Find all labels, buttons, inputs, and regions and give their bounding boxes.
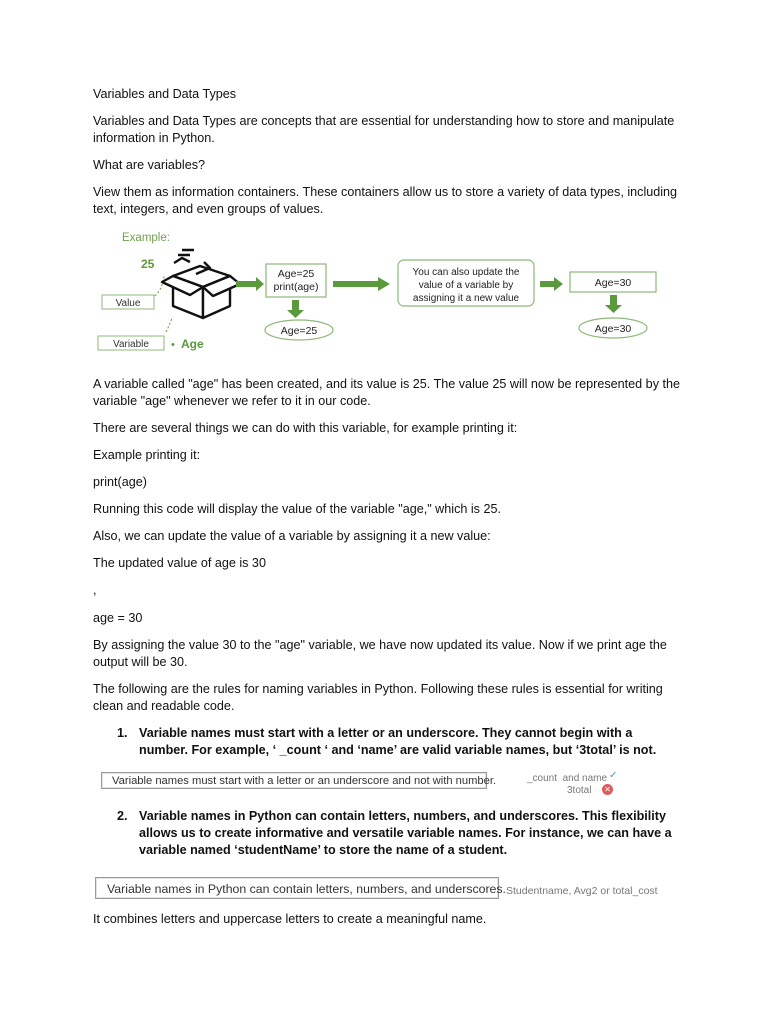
intro-paragraph: Variables and Data Types are concepts that are essential for understanding how to store and manipulate information in Python. bbox=[93, 114, 675, 145]
rule1-invalid-example: 3total bbox=[567, 785, 592, 796]
several-things-paragraph: There are several things we can do with this variable, for example printing it: bbox=[93, 421, 518, 435]
question-heading: What are variables? bbox=[93, 158, 205, 172]
arrow-right-icon bbox=[540, 277, 563, 291]
value-label: Value bbox=[115, 298, 141, 309]
print-box-line1: Age=25 bbox=[277, 268, 315, 280]
output-oval-2-text: Age=30 bbox=[594, 323, 632, 335]
rule2-banner bbox=[0, 865, 768, 911]
updated-value-line: The updated value of age is 30 bbox=[93, 556, 266, 570]
naming-rules-list-2 bbox=[93, 808, 683, 859]
list-item bbox=[93, 725, 683, 759]
naming-intro-paragraph: The following are the rules for naming variables in Python. Following these rules is essential for writing clean and readable code. bbox=[93, 682, 663, 713]
doc-title: Variables and Data Types bbox=[93, 87, 237, 101]
rule2-banner-box: Variable names in Python can contain letters, numbers, and underscores. bbox=[95, 877, 499, 899]
list-item bbox=[93, 808, 683, 859]
figure-number: 25 bbox=[141, 257, 155, 271]
also-update-paragraph: Also, we can update the value of a variable by assigning it a new value: bbox=[93, 529, 491, 543]
arrow-down-icon bbox=[287, 300, 304, 318]
updated-value-text: Age=30 bbox=[594, 277, 632, 289]
figure-heading: Example: bbox=[122, 232, 170, 244]
document-page bbox=[93, 86, 683, 938]
variable-example-figure bbox=[0, 224, 768, 370]
age-label: Age bbox=[181, 337, 204, 351]
variable-pointer-icon bbox=[166, 318, 172, 332]
print-box-line2: print(age) bbox=[273, 281, 319, 293]
rule1-banner-box: Variable names must start with a letter or an underscore and not with number. bbox=[101, 772, 487, 789]
rule1-valid-examples: _count and name bbox=[527, 773, 608, 784]
rule2-examples: Studentname, Avg2 or total_cost bbox=[506, 885, 658, 897]
after-figure-paragraph: A variable called "age" has been created, and its value is 25. The value 25 will now be represented by the variable "age" whenever we refer to it in our code. bbox=[93, 377, 680, 408]
closing-paragraph: It combines letters and uppercase letters to create a meaningful name. bbox=[93, 912, 487, 926]
naming-rules-list bbox=[93, 725, 683, 759]
arrow-down-icon bbox=[605, 295, 622, 313]
update-info-line2: value of a variable by bbox=[418, 280, 514, 291]
cross-icon: ✕ bbox=[602, 784, 613, 795]
value-pointer-icon bbox=[155, 276, 164, 296]
containers-paragraph: View them as information containers. These containers allow us to store a variety of data types, including text, integers, and even groups of values. bbox=[93, 185, 678, 216]
code-print: print(age) bbox=[93, 475, 147, 489]
age-dot-icon: • bbox=[171, 339, 175, 351]
figure-svg bbox=[0, 224, 768, 370]
rule1-banner bbox=[0, 765, 768, 805]
update-info-line1: You can also update the bbox=[412, 267, 520, 278]
running-paragraph: Running this code will display the value of the variable "age," which is 25. bbox=[93, 502, 501, 516]
example-print-label: Example printing it: bbox=[93, 448, 201, 462]
update-info-line3: assigning it a new value bbox=[412, 293, 520, 304]
arrow-right-icon bbox=[333, 277, 390, 291]
rule-number: 2. bbox=[117, 809, 128, 823]
code-assign: age = 30 bbox=[93, 611, 143, 625]
rule-text: Variable names in Python can contain letters, numbers, and underscores. This flexibility allows us to create informative and versatile variable names. For instance, we can have a variable named ‘studentName’ to store the name of a student. bbox=[139, 809, 672, 857]
rule-number: 1. bbox=[117, 726, 128, 740]
check-icon: ✓ bbox=[609, 770, 618, 781]
arrow-right-icon bbox=[236, 277, 264, 291]
variable-label: Variable bbox=[113, 339, 149, 350]
stray-comma: , bbox=[93, 583, 97, 597]
by-assigning-paragraph: By assigning the value 30 to the "age" variable, we have now updated its value. Now if we print age the output will be 30. bbox=[93, 638, 667, 669]
box-icon bbox=[162, 250, 240, 318]
rule-text: Variable names must start with a letter or an underscore. They cannot begin with a number. For example, ‘ _count ‘ and ‘name’ are valid variable names, but ‘3total’ is not. bbox=[139, 726, 657, 757]
output-oval-1-text: Age=25 bbox=[280, 325, 318, 337]
